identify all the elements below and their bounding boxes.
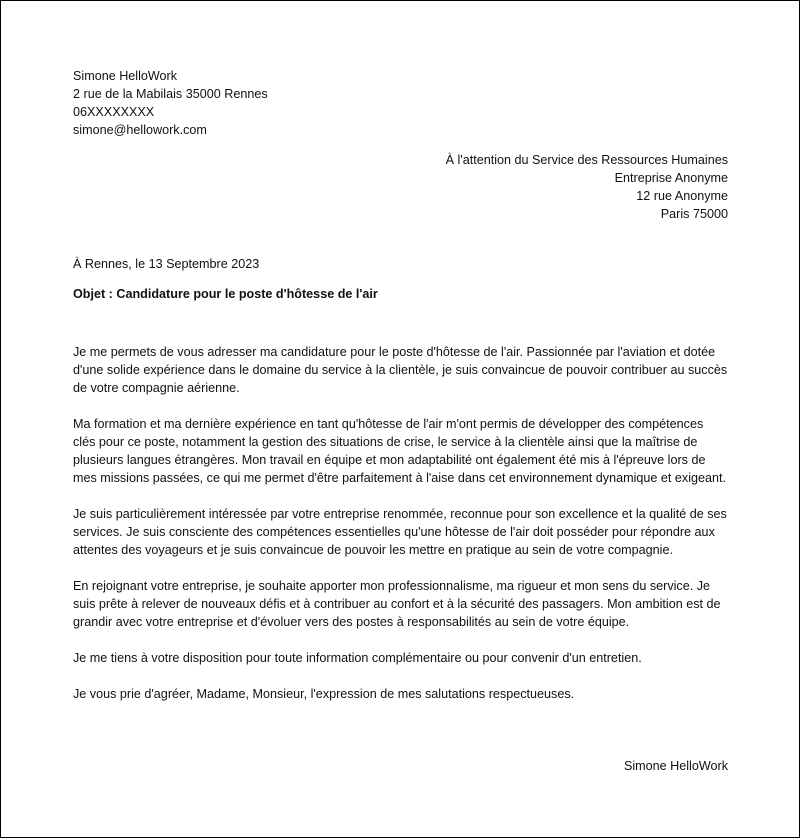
sender-address: 2 rue de la Mabilais 35000 Rennes	[73, 87, 268, 101]
signature: Simone HelloWork	[623, 759, 728, 773]
paragraph-intro: Je me permets de vous adresser ma candidature pour le poste d'hôtesse de l'air. Passionnée par l'aviation et dotée d'une solide expérience dans le domaine du service à la clientèle, je suis convaincue de pouvoir contribuer au succès de votre compagnie aérienne.	[73, 345, 728, 395]
sender-phone: 06XXXXXXXX	[73, 105, 155, 119]
date-line: À Rennes, le 13 Septembre 2023	[73, 257, 260, 271]
letter-body	[73, 343, 729, 721]
paragraph-company-interest: Je suis particulièrement intéressée par votre entreprise renommée, reconnue pour son excellence et la qualité de ses services. Je suis consciente des compétences essentielles qu'une hôtesse de l'air doit posséder pour répondre aux attentes des voyageurs et je suis convaincue de pouvoir les mettre en pratique au sein de votre compagnie.	[73, 507, 727, 557]
paragraph-availability: Je me tiens à votre disposition pour toute information complémentaire ou pour convenir d'un entretien.	[73, 651, 642, 665]
sender-email: simone@hellowork.com	[73, 123, 207, 137]
sender-name: Simone HelloWork	[73, 69, 178, 83]
recipient-block	[308, 151, 728, 223]
recipient-attention: À l'attention du Service des Ressources Humaines	[445, 153, 728, 167]
recipient-company: Entreprise Anonyme	[614, 171, 728, 185]
recipient-city: Paris 75000	[660, 207, 728, 221]
paragraph-closing: Je vous prie d'agréer, Madame, Monsieur, l'expression de mes salutations respectueuses.	[73, 687, 575, 701]
sender-block	[73, 67, 473, 139]
recipient-street: 12 rue Anonyme	[636, 189, 728, 203]
paragraph-experience: Ma formation et ma dernière expérience en tant qu'hôtesse de l'air m'ont permis de développer des compétences clés pour ce poste, notamment la gestion des situations de crise, le service à la clientèle ainsi que la maîtrise de plusieurs langues étrangères. Mon travail en équipe et mon adaptabilité ont également été mis à l'épreuve lors de mes missions passées, ce qui me permet d'être parfaitement à l'aise dans cet environnement dynamique et exigeant.	[73, 417, 727, 485]
subject-line: Objet : Candidature pour le poste d'hôtesse de l'air	[73, 287, 378, 301]
paragraph-contribution: En rejoignant votre entreprise, je souhaite apporter mon professionnalisme, ma rigueur et mon sens du service. Je suis prête à relever de nouveaux défis et à contribuer au confort et à la sécurité des passagers. Mon ambition est de grandir avec votre entreprise et d'évoluer vers des postes à responsabilités au sein de votre équipe.	[73, 579, 721, 629]
